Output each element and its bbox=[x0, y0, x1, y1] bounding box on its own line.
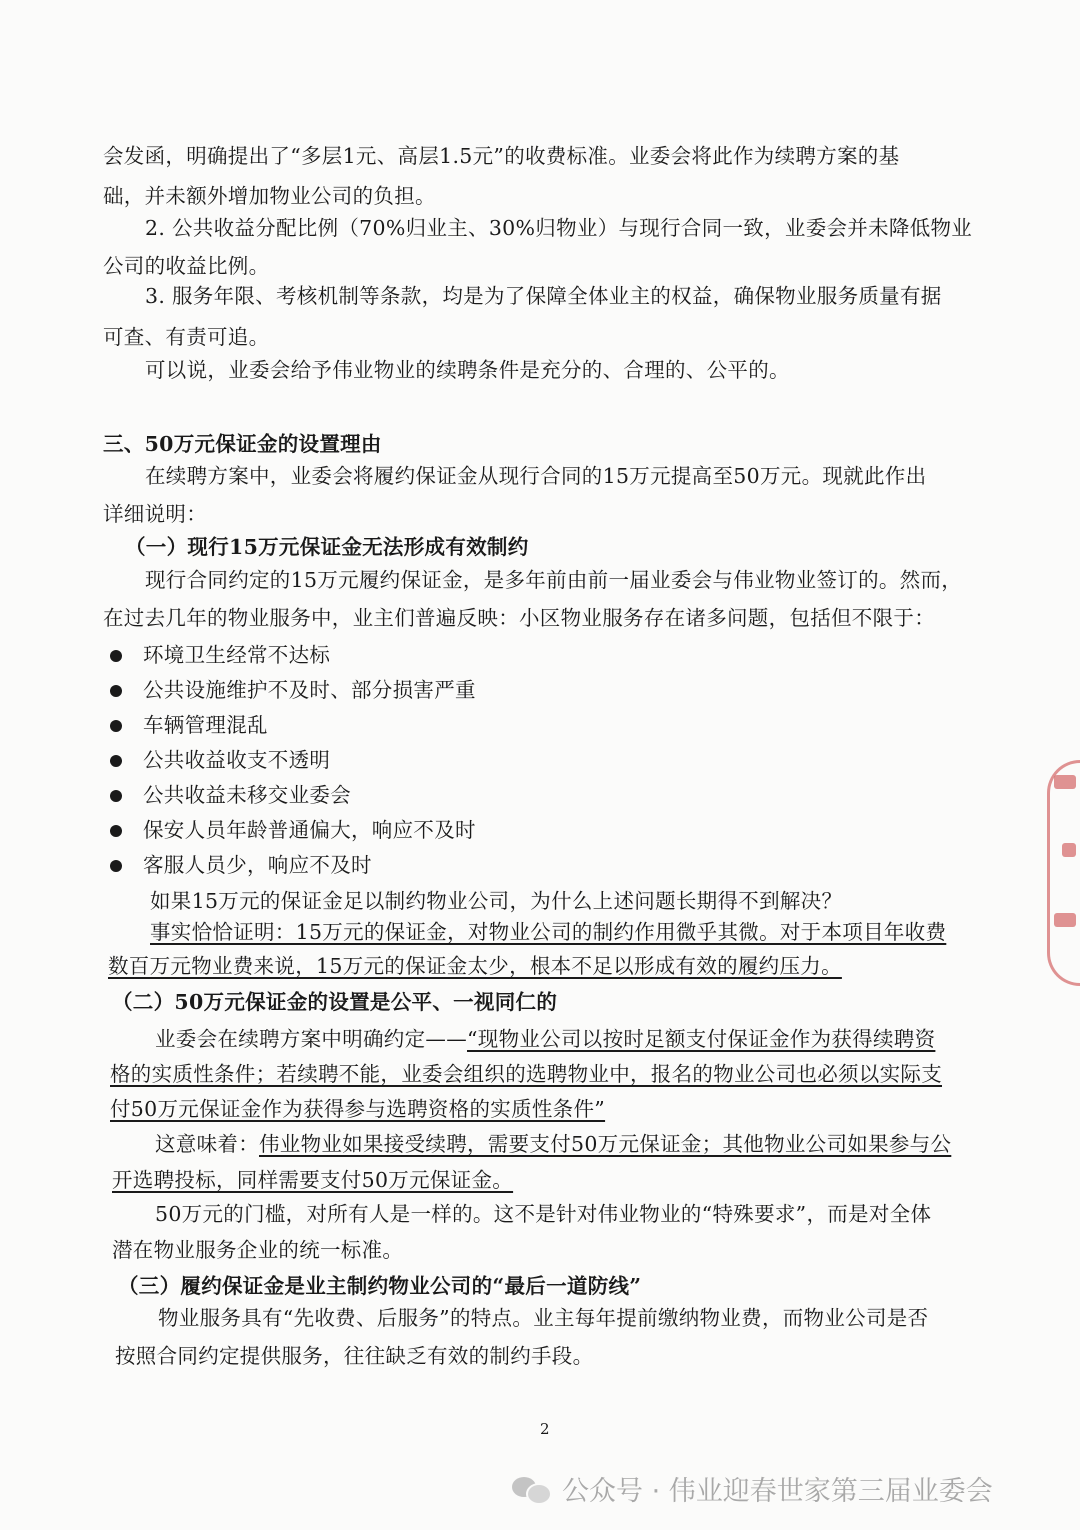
bullet-icon bbox=[110, 790, 122, 802]
body-line: 础，并未额外增加物业公司的负担。 bbox=[103, 184, 436, 208]
list-item: 公共设施维护不及时、部分损害严重 bbox=[143, 678, 476, 702]
body-line: 在过去几年的物业服务中，业主们普遍反映：小区物业服务存在诸多问题，包括但不限于： bbox=[103, 606, 935, 630]
body-line: 可查、有责可追。 bbox=[103, 325, 270, 349]
underlined-line: 数百万元物业费来说，15万元的保证金太少，根本不足以形成有效的履约压力。 bbox=[108, 954, 842, 978]
stamp-mark bbox=[1062, 843, 1076, 857]
bullet-icon bbox=[110, 755, 122, 767]
body-line: 物业服务具有“先收费、后服务”的特点。业主每年提前缴纳物业费，而物业公司是否 bbox=[158, 1306, 929, 1330]
watermark-text: 公众号 · 伟业迎春世家第三届业委会 bbox=[562, 1475, 993, 1507]
body-line bbox=[155, 1130, 951, 1158]
underlined-line: 事实恰恰证明：15万元的保证金，对物业公司的制约作用微乎其微。对于本项目年收费 bbox=[150, 920, 947, 944]
list-item: 环境卫生经常不达标 bbox=[143, 643, 331, 667]
body-line: 详细说明： bbox=[103, 502, 207, 526]
body-line: 会发函，明确提出了“多层1元、高层1.5元”的收费标准。业委会将此作为续聘方案的基 bbox=[103, 144, 900, 168]
underlined-line: 付50万元保证金作为获得参与选聘资格的实质性条件” bbox=[110, 1097, 606, 1121]
underlined-line: 格的实质性条件；若续聘不能，业委会组织的选聘物业中，报名的物业公司也必须以实际支 bbox=[110, 1062, 942, 1086]
underlined-line: 开选聘投标，同样需要支付50万元保证金。 bbox=[112, 1168, 514, 1192]
page-number: 2 bbox=[540, 1420, 550, 1438]
list-item: 公共收益未移交业委会 bbox=[143, 783, 351, 807]
body-line: 公司的收益比例。 bbox=[103, 254, 270, 278]
body-line: 3. 服务年限、考核机制等条款，均是为了保障全体业主的权益，确保物业服务质量有据 bbox=[145, 284, 942, 308]
subsection-heading: （一）现行15万元保证金无法形成有效制约 bbox=[125, 535, 529, 559]
body-line: 潜在物业服务企业的统一标准。 bbox=[112, 1238, 404, 1262]
list-item: 客服人员少，响应不及时 bbox=[143, 853, 372, 877]
bullet-icon bbox=[110, 825, 122, 837]
body-line: 2. 公共收益分配比例（70%归业主、30%归物业）与现行合同一致，业委会并未降低物业 bbox=[145, 216, 973, 240]
body-line: 按照合同约定提供服务，往往缺乏有效的制约手段。 bbox=[115, 1344, 594, 1368]
list-item: 公共收益收支不透明 bbox=[143, 748, 331, 772]
body-line: 可以说，业委会给予伟业物业的续聘条件是充分的、合理的、公平的。 bbox=[145, 358, 790, 382]
bullet-icon bbox=[110, 860, 122, 872]
section-heading: 三、50万元保证金的设置理由 bbox=[103, 432, 382, 456]
body-line: 在续聘方案中，业委会将履约保证金从现行合同的15万元提高至50万元。现就此作出 bbox=[145, 464, 927, 488]
list-item: 车辆管理混乱 bbox=[143, 713, 268, 737]
wechat-icon bbox=[512, 1471, 552, 1505]
bullet-icon bbox=[110, 720, 122, 732]
list-item: 保安人员年龄普通偏大，响应不及时 bbox=[143, 818, 476, 842]
seal-stamp bbox=[1047, 760, 1080, 986]
bullet-icon bbox=[110, 650, 122, 662]
body-text: 这意味着： bbox=[155, 1132, 259, 1156]
stamp-mark bbox=[1054, 913, 1076, 927]
watermark bbox=[512, 1466, 993, 1510]
body-line bbox=[155, 1025, 935, 1053]
body-line: 现行合同约定的15万元履约保证金，是多年前由前一届业委会与伟业物业签订的。然而， bbox=[145, 568, 963, 592]
subsection-heading: （二）50万元保证金的设置是公平、一视同仁的 bbox=[112, 990, 558, 1014]
body-text: 业委会在续聘方案中明确约定—— bbox=[155, 1027, 467, 1051]
stamp-mark bbox=[1054, 775, 1076, 789]
body-line: 如果15万元的保证金足以制约物业公司，为什么上述问题长期得不到解决？ bbox=[150, 889, 843, 913]
underlined-text: 伟业物业如果接受续聘，需要支付50万元保证金；其他物业公司如果参与公 bbox=[259, 1132, 952, 1156]
bullet-icon bbox=[110, 685, 122, 697]
subsection-heading: （三）履约保证金是业主制约物业公司的“最后一道防线” bbox=[118, 1274, 642, 1298]
underlined-quote: “现物业公司以按时足额支付保证金作为获得续聘资 bbox=[467, 1027, 936, 1051]
body-line: 50万元的门槛，对所有人是一样的。这不是针对伟业物业的“特殊要求”，而是对全体 bbox=[155, 1202, 932, 1226]
